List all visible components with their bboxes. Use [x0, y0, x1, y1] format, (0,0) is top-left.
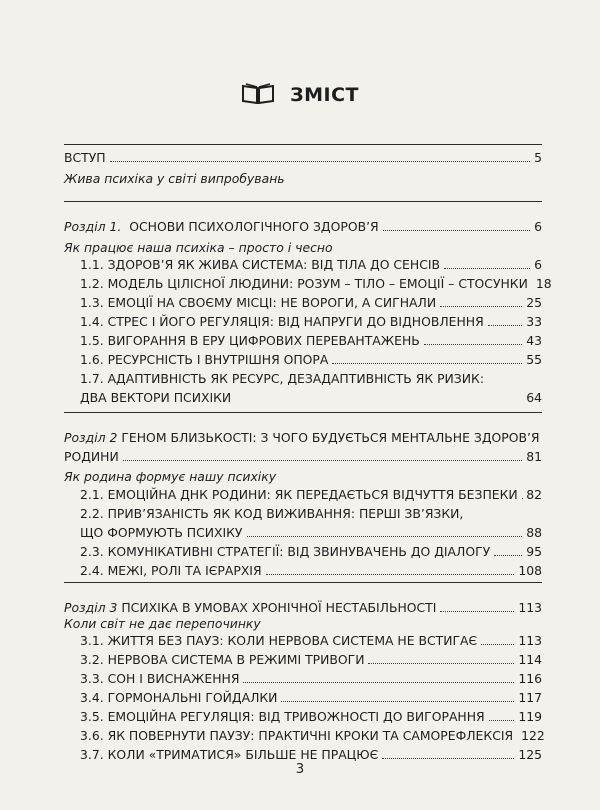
toc-entry-chapter-1[interactable]: [64, 217, 542, 237]
chapter-label: Розділ 1.: [64, 219, 122, 234]
toc-entry-2-1[interactable]: [80, 485, 542, 505]
toc-entry-1-7-line1[interactable]: 1.7. АДАПТИВНІСТЬ ЯК РЕСУРС, ДЕЗАДАПТИВНІСТЬ ЯК РИЗИК:: [80, 371, 484, 386]
leader-dots: [332, 352, 522, 364]
entry-page: 119: [518, 709, 542, 724]
entry-title: ЩО ФОРМУЮТЬ ПСИХІКУ: [80, 525, 243, 540]
entry-page: 116: [518, 671, 542, 686]
entry-page: 114: [518, 652, 542, 667]
toc-entry-2-2[interactable]: [80, 523, 542, 543]
leader-dots: [247, 525, 523, 537]
toc-entry-2-4[interactable]: [80, 561, 542, 581]
leader-dots: [481, 633, 514, 645]
page-number: 3: [295, 762, 305, 777]
entry-title: 1.2. МОДЕЛЬ ЦІЛІСНОЇ ЛЮДИНИ: РОЗУМ – ТІЛО – ЕМОЦІЇ – СТОСУНКИ: [80, 276, 528, 291]
entry-title: 3.5. ЕМОЦІЙНА РЕГУЛЯЦІЯ: ВІД ТРИВОЖНОСТІ ДО ВИГОРАННЯ: [80, 709, 485, 724]
entry-page: 81: [526, 449, 542, 464]
leader-dots: [382, 747, 514, 759]
leader-dots: [281, 690, 514, 702]
divider: [64, 412, 542, 413]
chapter-3-subtitle: Коли світ не дає перепочинку: [64, 616, 261, 631]
entry-title: 1.6. РЕСУРСНІСТЬ І ВНУТРІШНЯ ОПОРА: [80, 352, 329, 367]
entry-page: 18: [535, 276, 552, 291]
leader-dots: [494, 544, 522, 556]
entry-page: 113: [518, 633, 542, 648]
chapter-label: Розділ 2: [64, 430, 118, 445]
entry-title: ВСТУП: [64, 150, 106, 165]
toc-header: [0, 82, 600, 108]
entry-page: 88: [526, 525, 542, 540]
entry-page: 95: [526, 544, 542, 559]
entry-title: 2.1. ЕМОЦІЙНА ДНК РОДИНИ: ЯК ПЕРЕДАЄТЬСЯ ВІДЧУТТЯ БЕЗПЕКИ: [80, 487, 518, 502]
chapter-1-subtitle: Як працює наша психіка – просто і чесно: [64, 240, 333, 255]
entry-title: 1.4. СТРЕС І ЙОГО РЕГУЛЯЦІЯ: ВІД НАПРУГИ ДО ВІДНОВЛЕННЯ: [80, 314, 484, 329]
toc-entry-chapter-2-line1[interactable]: [64, 428, 540, 448]
entry-title: 3.4. ГОРМОНАЛЬНІ ГОЙДАЛКИ: [80, 690, 278, 705]
entry-page: 64: [526, 390, 542, 405]
chapter-label: Розділ 3: [64, 600, 118, 615]
toc-entry-1-2[interactable]: [80, 274, 552, 294]
entry-page: 117: [518, 690, 542, 705]
leader-dots: [383, 219, 530, 231]
entry-page: 25: [526, 295, 542, 310]
entry-title: ДВА ВЕКТОРИ ПСИХІКИ: [80, 390, 232, 405]
entry-title: 2.3. КОМУНІКАТИВНІ СТРАТЕГІЇ: ВІД ЗВИНУВАЧЕНЬ ДО ДІАЛОГУ: [80, 544, 491, 559]
leader-dots: [489, 709, 515, 721]
toc-entry-intro[interactable]: [64, 148, 542, 168]
leader-dots: [266, 563, 515, 575]
leader-dots: [440, 295, 522, 307]
toc-entry-3-6[interactable]: [80, 726, 545, 746]
book-icon: [241, 82, 275, 108]
toc-entry-1-1[interactable]: [80, 255, 542, 275]
entry-page: 6: [534, 257, 542, 272]
toc-entry-1-6[interactable]: [80, 350, 542, 370]
leader-dots: [123, 449, 522, 461]
leader-dots: [444, 257, 530, 269]
entry-title: 3.2. НЕРВОВА СИСТЕМА В РЕЖИМІ ТРИВОГИ: [80, 652, 365, 667]
divider: [64, 144, 542, 145]
entry-page: 113: [518, 600, 542, 615]
entry-page: 82: [526, 487, 542, 502]
entry-page: 5: [534, 150, 542, 165]
leader-dots: [440, 600, 514, 612]
toc-entry-3-1[interactable]: [80, 631, 542, 651]
toc-entry-3-2[interactable]: [80, 650, 542, 670]
toc-entry-3-3[interactable]: [80, 669, 542, 689]
toc-entry-1-7[interactable]: [80, 388, 542, 408]
toc-entry-1-3[interactable]: [80, 293, 542, 313]
entry-page: 6: [534, 219, 542, 234]
entry-page: 43: [526, 333, 542, 348]
leader-dots: [424, 333, 522, 345]
toc-entry-2-3[interactable]: [80, 542, 542, 562]
leader-dots: [243, 671, 514, 683]
entry-page: 55: [526, 352, 542, 367]
entry-page: 125: [518, 747, 542, 762]
divider: [64, 582, 542, 583]
entry-title: 3.3. СОН І ВИСНАЖЕННЯ: [80, 671, 240, 686]
leader-dots: [488, 314, 522, 326]
entry-title: 2.4. МЕЖІ, РОЛІ ТА ІЄРАРХІЯ: [80, 563, 262, 578]
toc-entry-3-4[interactable]: [80, 688, 542, 708]
entry-title: 1.1. ЗДОРОВ’Я ЯК ЖИВА СИСТЕМА: ВІД ТІЛА ДО СЕНСІВ: [80, 257, 440, 272]
chapter-title: ПСИХІКА В УМОВАХ ХРОНІЧНОЇ НЕСТАБІЛЬНОСТІ: [121, 600, 437, 615]
entry-title: РОДИНИ: [64, 449, 119, 464]
leader-dots: [368, 652, 514, 664]
chapter-title: ГЕНОМ БЛИЗЬКОСТІ: З ЧОГО БУДУЄТЬСЯ МЕНТАЛЬНЕ ЗДОРОВ’Я: [121, 430, 540, 445]
toc-entry-2-2-line1[interactable]: 2.2. ПРИВ’ЯЗАНІСТЬ ЯК КОД ВИЖИВАННЯ: ПЕРШІ ЗВ’ЯЗКИ,: [80, 506, 464, 521]
divider: [64, 201, 542, 202]
toc-entry-3-5[interactable]: [80, 707, 542, 727]
leader-dots: [110, 150, 531, 162]
leader-dots: [522, 487, 523, 499]
entry-page: 108: [518, 563, 542, 578]
chapter-title: ОСНОВИ ПСИХОЛОГІЧНОГО ЗДОРОВ’Я: [129, 219, 379, 234]
entry-title: 1.5. ВИГОРАННЯ В ЕРУ ЦИФРОВИХ ПЕРЕВАНТАЖЕНЬ: [80, 333, 420, 348]
entry-title: 1.3. ЕМОЦІЇ НА СВОЄМУ МІСЦІ: НЕ ВОРОГИ, А СИГНАЛИ: [80, 295, 437, 310]
entry-page: 122: [521, 728, 545, 743]
toc-entry-1-4[interactable]: [80, 312, 542, 332]
intro-subtitle: Жива психіка у світі випробувань: [64, 171, 285, 186]
toc-entry-chapter-2[interactable]: [64, 447, 542, 467]
entry-title: 3.1. ЖИТТЯ БЕЗ ПАУЗ: КОЛИ НЕРВОВА СИСТЕМА НЕ ВСТИГАЄ: [80, 633, 478, 648]
toc-entry-1-5[interactable]: [80, 331, 542, 351]
entry-title: 3.6. ЯК ПОВЕРНУТИ ПАУЗУ: ПРАКТИЧНІ КРОКИ ТА САМОРЕФЛЕКСІЯ: [80, 728, 514, 743]
entry-title: 3.7. КОЛИ «ТРИМАТИСЯ» БІЛЬШЕ НЕ ПРАЦЮЄ: [80, 747, 379, 762]
entry-page: 33: [526, 314, 542, 329]
toc-title: ЗМІСТ: [290, 84, 359, 106]
chapter-2-subtitle: Як родина формує нашу психіку: [64, 469, 277, 484]
